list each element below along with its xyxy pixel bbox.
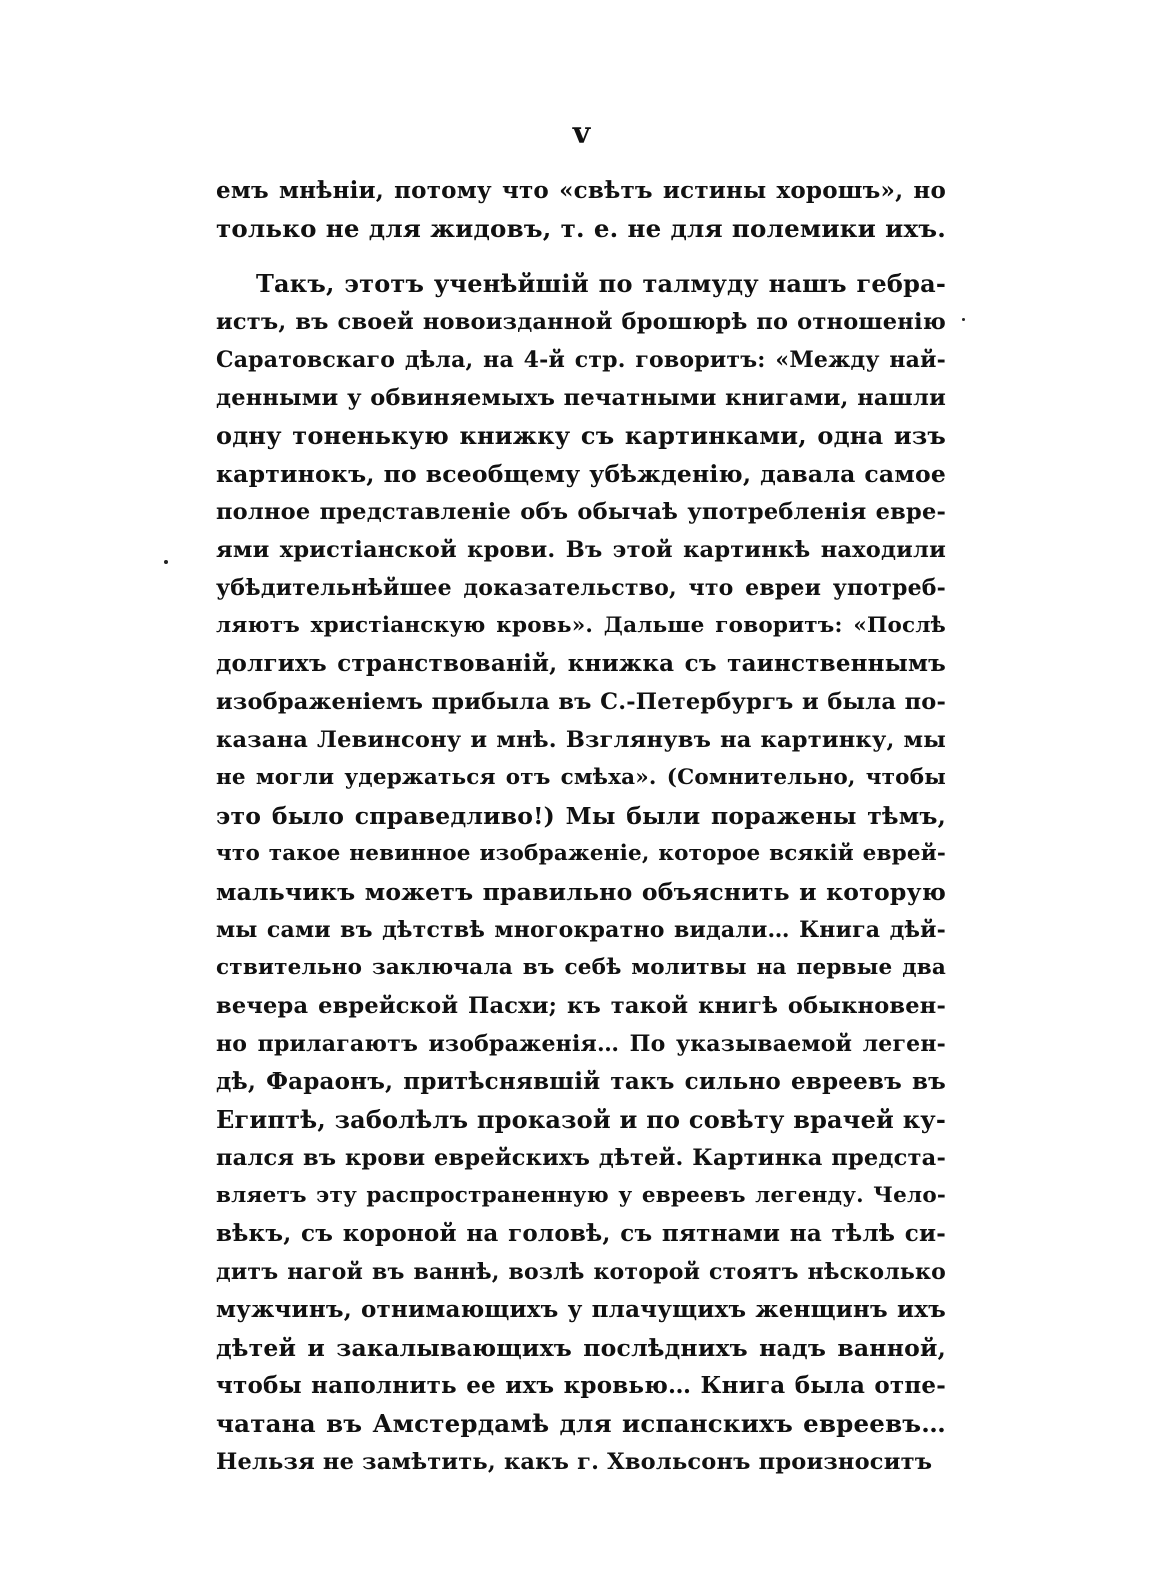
text-line: чатана въ Амстердамѣ для испанскихъ евреевъ… <box>216 1409 946 1438</box>
text-line: убѣдительнѣйшее доказательство, что евреи употреб- <box>216 575 946 601</box>
text-line: ствительно заключала въ себѣ молитвы на первые два <box>216 955 946 980</box>
text-line: не могли удержаться отъ смѣха». (Сомнительно, чтобы <box>216 765 946 790</box>
text-line: Нельзя не замѣтить, какъ г. Хвольсонъ произноситъ <box>216 1449 933 1475</box>
text-line: Саратовскаго дѣла, на 4-й стр. говоритъ: «Между най- <box>216 347 946 373</box>
text-line: мальчикъ можетъ правильно объяснить и которую <box>216 878 946 906</box>
scan-speck <box>164 560 168 564</box>
text-line: денными у обвиняемыхъ печатными книгами, нашли <box>216 385 946 411</box>
text-line: пался въ крови еврейскихъ дѣтей. Картинка предста- <box>216 1145 946 1171</box>
text-line: дѣ, Фараонъ, притѣснявшій такъ сильно евреевъ въ <box>216 1068 946 1095</box>
text-line: мужчинъ, отнимающихъ у плачущихъ женщинъ ихъ <box>216 1296 946 1323</box>
text-line: что такое невинное изображеніе, которое всякій еврей- <box>216 841 946 866</box>
text-line: одну тоненькую книжку съ картинками, одна изъ <box>216 421 946 450</box>
text-line: истъ, въ своей новоизданной брошюрѣ по отношенію <box>216 309 946 335</box>
text-line: емъ мнѣніи, потому что «свѣтъ истины хорошъ», но <box>216 177 946 204</box>
text-line: дитъ нагой въ ваннѣ, возлѣ которой стоятъ нѣсколько <box>216 1259 946 1285</box>
text-line: мы сами въ дѣтствѣ многократно видали… Книга дѣй- <box>216 917 946 943</box>
text-line: вечера еврейской Пасхи; къ такой книгѣ обыкновен- <box>216 993 946 1019</box>
text-line: Египтѣ, заболѣлъ проказой и по совѣту врачей ку- <box>216 1105 946 1134</box>
scan-speck <box>962 318 965 321</box>
paragraph-start-line: Такъ, этотъ ученѣйшій по талмуду нашъ гебра- <box>256 269 946 298</box>
text-line: долгихъ странствованій, книжка съ таинственнымъ <box>216 650 946 677</box>
text-line: это было справедливо!) Мы были поражены тѣмъ, <box>216 802 946 830</box>
text-line: казана Левинсону и мнѣ. Взглянувъ на картинку, мы <box>216 727 946 753</box>
page-number: v <box>572 116 591 151</box>
text-line: вѣкъ, съ короной на головѣ, съ пятнами на тѣлѣ си- <box>216 1220 946 1247</box>
body-text <box>216 172 946 1481</box>
text-line: картинокъ, по всеобщему убѣжденію, давала самое <box>216 460 946 488</box>
text-line: изображеніемъ прибыла въ С.-Петербургъ и была по- <box>216 689 946 715</box>
text-line: полное представленіе объ обычаѣ употребленія евре- <box>216 499 946 525</box>
text-line: только не для жидовъ, т. е. не для полемики ихъ. <box>216 214 946 243</box>
text-line: ляютъ христіанскую кровь». Дальше говоритъ: «Послѣ <box>216 613 946 638</box>
text-line: чтобы наполнить ее ихъ кровью… Книга была отпе- <box>216 1372 946 1399</box>
text-line: вляетъ эту распространенную у евреевъ легенду. Чело- <box>216 1183 946 1208</box>
text-line: дѣтей и закалывающихъ послѣднихъ надъ ванной, <box>216 1334 946 1362</box>
text-line: но прилагаютъ изображенія… По указываемой леген- <box>216 1031 946 1057</box>
text-line: ями христіанской крови. Въ этой картинкѣ находили <box>216 537 946 563</box>
